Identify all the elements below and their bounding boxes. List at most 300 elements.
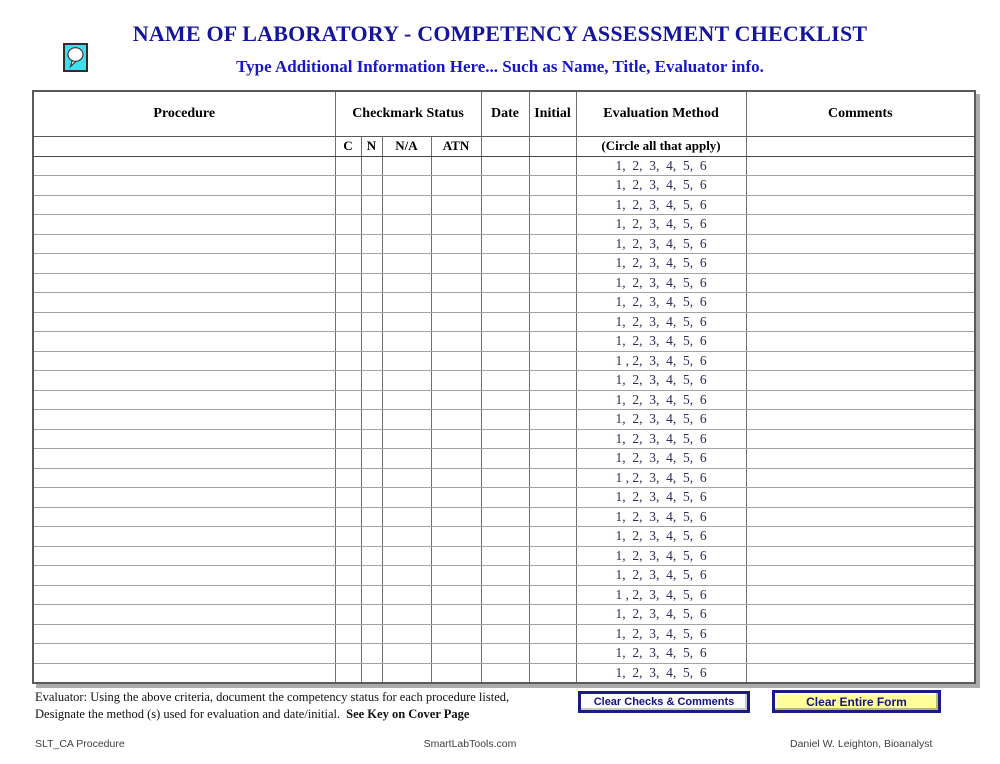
checkmark-na-cell[interactable] [382,371,431,391]
table-row [33,410,975,430]
checkmark-c-cell[interactable] [335,273,361,293]
evaluation-method-cell[interactable]: 1, 2, 3, 4, 5, 6 [576,371,746,391]
checkmark-c-cell[interactable] [335,351,361,371]
evaluation-method-cell[interactable]: 1, 2, 3, 4, 5, 6 [576,488,746,508]
evaluation-method-cell[interactable]: 1, 2, 3, 4, 5, 6 [576,624,746,644]
comments-cell[interactable] [746,624,975,644]
initial-cell[interactable] [529,254,576,274]
checkmark-atn-cell[interactable] [431,605,481,625]
checkmark-na-cell[interactable] [382,312,431,332]
subheader-empty-cell [529,136,576,156]
checkmark-atn-cell[interactable] [431,566,481,586]
subheader-n: N [361,136,382,156]
comments-cell[interactable] [746,644,975,664]
comments-cell[interactable] [746,254,975,274]
checkmark-n-cell[interactable] [361,176,382,196]
checkmark-n-cell[interactable] [361,624,382,644]
evaluation-method-cell[interactable]: 1, 2, 3, 4, 5, 6 [576,390,746,410]
date-cell[interactable] [481,488,529,508]
checkmark-n-cell[interactable] [361,332,382,352]
evaluation-method-cell[interactable]: 1, 2, 3, 4, 5, 6 [576,429,746,449]
initial-cell[interactable] [529,488,576,508]
table-row [33,605,975,625]
checkmark-n-cell[interactable] [361,663,382,683]
header-row-sub [33,136,975,156]
evaluation-method-cell[interactable]: 1 , 2, 3, 4, 5, 6 [576,351,746,371]
table-row [33,449,975,469]
subheader-na: N/A [382,136,431,156]
table-row [33,488,975,508]
competency-checklist-table [32,90,976,684]
checkmark-c-cell[interactable] [335,663,361,683]
evaluation-method-cell[interactable]: 1 , 2, 3, 4, 5, 6 [576,468,746,488]
initial-cell[interactable] [529,351,576,371]
subheader-empty-cell [481,136,529,156]
page-title: NAME OF LABORATORY - COMPETENCY ASSESSMENT CHECKLIST [132,21,868,46]
checkmark-na-cell[interactable] [382,254,431,274]
date-cell[interactable] [481,371,529,391]
comments-cell[interactable] [746,663,975,683]
table-row [33,624,975,644]
checkmark-c-cell[interactable] [335,468,361,488]
checkmark-atn-cell[interactable] [431,507,481,527]
comments-cell[interactable] [746,527,975,547]
checkmark-c-cell[interactable] [335,644,361,664]
checkmark-na-cell[interactable] [382,585,431,605]
checkmark-atn-cell[interactable] [431,195,481,215]
date-cell[interactable] [481,312,529,332]
clear-checks-comments-button[interactable]: Clear Checks & Comments [578,691,750,713]
date-cell[interactable] [481,663,529,683]
footer-site: SmartLabTools.com [423,738,517,750]
evaluation-method-cell[interactable]: 1, 2, 3, 4, 5, 6 [576,176,746,196]
subheader-c: C [335,136,361,156]
checkmark-atn-cell[interactable] [431,644,481,664]
initial-cell[interactable] [529,546,576,566]
procedure-cell[interactable] [33,351,335,371]
checkmark-atn-cell[interactable] [431,254,481,274]
table-row [33,546,975,566]
initial-cell[interactable] [529,644,576,664]
checkmark-n-cell[interactable] [361,566,382,586]
date-cell[interactable] [481,546,529,566]
checkmark-atn-cell[interactable] [431,449,481,469]
date-cell[interactable] [481,156,529,176]
checkmark-n-cell[interactable] [361,644,382,664]
comments-cell[interactable] [746,507,975,527]
checkmark-atn-cell[interactable] [431,663,481,683]
evaluation-method-cell[interactable]: 1, 2, 3, 4, 5, 6 [576,254,746,274]
checkmark-n-cell[interactable] [361,234,382,254]
checkmark-n-cell[interactable] [361,371,382,391]
checkmark-na-cell[interactable] [382,410,431,430]
initial-cell[interactable] [529,585,576,605]
evaluation-method-cell[interactable]: 1, 2, 3, 4, 5, 6 [576,215,746,235]
procedure-cell[interactable] [33,293,335,313]
initial-cell[interactable] [529,215,576,235]
comments-cell[interactable] [746,293,975,313]
table-row [33,176,975,196]
checkmark-na-cell[interactable] [382,273,431,293]
checkmark-n-cell[interactable] [361,273,382,293]
table-row [33,585,975,605]
checkmark-atn-cell[interactable] [431,351,481,371]
table-row [33,507,975,527]
table-row [33,390,975,410]
comments-cell[interactable] [746,195,975,215]
initial-cell[interactable] [529,566,576,586]
date-cell[interactable] [481,293,529,313]
checkmark-atn-cell[interactable] [431,156,481,176]
table-body [33,156,975,683]
comments-cell[interactable] [746,176,975,196]
checkmark-c-cell[interactable] [335,605,361,625]
date-cell[interactable] [481,254,529,274]
date-cell[interactable] [481,195,529,215]
checkmark-atn-cell[interactable] [431,410,481,430]
checkmark-c-cell[interactable] [335,410,361,430]
evaluator-note-line2: Designate the method (s) used for evaluation and date/initial. See Key on Cover Page [35,707,470,721]
checkmark-c-cell[interactable] [335,507,361,527]
procedure-cell[interactable] [33,332,335,352]
checkmark-na-cell[interactable] [382,351,431,371]
comments-cell[interactable] [746,410,975,430]
checkmark-c-cell[interactable] [335,371,361,391]
comments-cell[interactable] [746,390,975,410]
evaluation-method-cell[interactable]: 1, 2, 3, 4, 5, 6 [576,156,746,176]
table-row [33,429,975,449]
checkmark-n-cell[interactable] [361,254,382,274]
checkmark-na-cell[interactable] [382,332,431,352]
procedure-cell[interactable] [33,215,335,235]
comments-cell[interactable] [746,156,975,176]
col-header-initial: Initial [529,91,576,136]
checkmark-c-cell[interactable] [335,156,361,176]
comments-cell[interactable] [746,546,975,566]
checkmark-atn-cell[interactable] [431,527,481,547]
evaluator-note-line1: Evaluator: Using the above criteria, document the competency status for each procedure listed, [35,690,510,704]
checkmark-na-cell[interactable] [382,156,431,176]
date-cell[interactable] [481,234,529,254]
initial-cell[interactable] [529,390,576,410]
evaluation-method-cell[interactable]: 1, 2, 3, 4, 5, 6 [576,234,746,254]
checkmark-n-cell[interactable] [361,156,382,176]
procedure-cell[interactable] [33,624,335,644]
procedure-cell[interactable] [33,156,335,176]
date-cell[interactable] [481,410,529,430]
date-cell[interactable] [481,468,529,488]
procedure-cell[interactable] [33,390,335,410]
checkmark-atn-cell[interactable] [431,176,481,196]
comments-cell[interactable] [746,488,975,508]
date-cell[interactable] [481,176,529,196]
checkmark-na-cell[interactable] [382,176,431,196]
evaluation-method-cell[interactable]: 1 , 2, 3, 4, 5, 6 [576,585,746,605]
comments-cell[interactable] [746,449,975,469]
table-row [33,215,975,235]
checkmark-c-cell[interactable] [335,293,361,313]
table-row [33,371,975,391]
checkmark-na-cell[interactable] [382,644,431,664]
procedure-cell[interactable] [33,527,335,547]
procedure-cell[interactable] [33,410,335,430]
checkmark-n-cell[interactable] [361,546,382,566]
procedure-cell[interactable] [33,644,335,664]
checkmark-na-cell[interactable] [382,663,431,683]
procedure-cell[interactable] [33,468,335,488]
date-cell[interactable] [481,429,529,449]
comments-cell[interactable] [746,566,975,586]
table-row [33,234,975,254]
date-cell[interactable] [481,215,529,235]
additional-info-field[interactable]: Type Additional Information Here... Such as Name, Title, Evaluator info. [236,57,764,76]
comments-cell[interactable] [746,351,975,371]
checkmark-atn-cell[interactable] [431,468,481,488]
checkmark-atn-cell[interactable] [431,371,481,391]
evaluation-method-cell[interactable]: 1, 2, 3, 4, 5, 6 [576,410,746,430]
initial-cell[interactable] [529,527,576,547]
table-row [33,663,975,683]
checkmark-n-cell[interactable] [361,293,382,313]
initial-cell[interactable] [529,468,576,488]
procedure-cell[interactable] [33,663,335,683]
checkmark-c-cell[interactable] [335,546,361,566]
col-header-date: Date [481,91,529,136]
evaluation-method-cell[interactable]: 1, 2, 3, 4, 5, 6 [576,449,746,469]
subheader-empty-cell [33,136,335,156]
comments-cell[interactable] [746,332,975,352]
table-row [33,293,975,313]
checkmark-atn-cell[interactable] [431,312,481,332]
table-row [33,332,975,352]
checkmark-c-cell[interactable] [335,449,361,469]
checkmark-n-cell[interactable] [361,312,382,332]
table-row [33,273,975,293]
checkmark-n-cell[interactable] [361,351,382,371]
checkmark-c-cell[interactable] [335,332,361,352]
checkmark-na-cell[interactable] [382,234,431,254]
initial-cell[interactable] [529,176,576,196]
initial-cell[interactable] [529,156,576,176]
table-row [33,527,975,547]
evaluation-method-cell[interactable]: 1, 2, 3, 4, 5, 6 [576,527,746,547]
checkmark-atn-cell[interactable] [431,488,481,508]
checkmark-c-cell[interactable] [335,527,361,547]
procedure-cell[interactable] [33,546,335,566]
checkmark-c-cell[interactable] [335,215,361,235]
initial-cell[interactable] [529,312,576,332]
comments-cell[interactable] [746,312,975,332]
date-cell[interactable] [481,644,529,664]
checkmark-na-cell[interactable] [382,390,431,410]
col-header-checkmark-status: Checkmark Status [335,91,481,136]
table-row [33,195,975,215]
evaluation-method-cell[interactable]: 1, 2, 3, 4, 5, 6 [576,566,746,586]
checkmark-c-cell[interactable] [335,488,361,508]
checkmark-atn-cell[interactable] [431,273,481,293]
checkmark-n-cell[interactable] [361,390,382,410]
col-header-comments: Comments [746,91,975,136]
checkmark-na-cell[interactable] [382,624,431,644]
checkmark-na-cell[interactable] [382,215,431,235]
initial-cell[interactable] [529,293,576,313]
col-header-evaluation-method: Evaluation Method [576,91,746,136]
comments-cell[interactable] [746,273,975,293]
subheader-circle-note: (Circle all that apply) [576,136,746,156]
comments-cell[interactable] [746,234,975,254]
checkmark-n-cell[interactable] [361,195,382,215]
table-row [33,156,975,176]
table-row [33,254,975,274]
initial-cell[interactable] [529,605,576,625]
evaluation-method-cell[interactable]: 1, 2, 3, 4, 5, 6 [576,605,746,625]
checkmark-c-cell[interactable] [335,390,361,410]
procedure-cell[interactable] [33,605,335,625]
checkmark-n-cell[interactable] [361,215,382,235]
date-cell[interactable] [481,273,529,293]
date-cell[interactable] [481,507,529,527]
checkmark-na-cell[interactable] [382,605,431,625]
subheader-empty-cell [746,136,975,156]
checkmark-na-cell[interactable] [382,566,431,586]
evaluation-method-cell[interactable]: 1, 2, 3, 4, 5, 6 [576,273,746,293]
procedure-cell[interactable] [33,429,335,449]
checkmark-c-cell[interactable] [335,234,361,254]
procedure-cell[interactable] [33,566,335,586]
checkmark-na-cell[interactable] [382,293,431,313]
checkmark-atn-cell[interactable] [431,624,481,644]
checkmark-atn-cell[interactable] [431,390,481,410]
initial-cell[interactable] [529,449,576,469]
procedure-cell[interactable] [33,449,335,469]
initial-cell[interactable] [529,429,576,449]
initial-cell[interactable] [529,332,576,352]
procedure-cell[interactable] [33,195,335,215]
checkmark-c-cell[interactable] [335,176,361,196]
comments-cell[interactable] [746,605,975,625]
date-cell[interactable] [481,351,529,371]
date-cell[interactable] [481,566,529,586]
procedure-cell[interactable] [33,273,335,293]
checkmark-c-cell[interactable] [335,624,361,644]
checkmark-n-cell[interactable] [361,468,382,488]
table-row [33,351,975,371]
initial-cell[interactable] [529,410,576,430]
procedure-cell[interactable] [33,585,335,605]
initial-cell[interactable] [529,273,576,293]
procedure-cell[interactable] [33,234,335,254]
initial-cell[interactable] [529,195,576,215]
procedure-cell[interactable] [33,312,335,332]
comments-cell[interactable] [746,585,975,605]
checkmark-n-cell[interactable] [361,507,382,527]
checkmark-na-cell[interactable] [382,507,431,527]
date-cell[interactable] [481,624,529,644]
initial-cell[interactable] [529,371,576,391]
checkmark-atn-cell[interactable] [431,332,481,352]
evaluation-method-cell[interactable]: 1, 2, 3, 4, 5, 6 [576,293,746,313]
checkmark-atn-cell[interactable] [431,429,481,449]
comments-cell[interactable] [746,215,975,235]
checkmark-n-cell[interactable] [361,605,382,625]
evaluation-method-cell[interactable]: 1, 2, 3, 4, 5, 6 [576,195,746,215]
date-cell[interactable] [481,605,529,625]
subheader-atn: ATN [431,136,481,156]
date-cell[interactable] [481,390,529,410]
table-row [33,644,975,664]
evaluation-method-cell[interactable]: 1, 2, 3, 4, 5, 6 [576,546,746,566]
checkmark-atn-cell[interactable] [431,215,481,235]
header-row-main [33,91,975,136]
checkmark-atn-cell[interactable] [431,234,481,254]
checkmark-n-cell[interactable] [361,429,382,449]
procedure-cell[interactable] [33,176,335,196]
checkmark-na-cell[interactable] [382,195,431,215]
date-cell[interactable] [481,585,529,605]
procedure-cell[interactable] [33,371,335,391]
footer-author: Daniel W. Leighton, Bioanalyst [790,738,933,750]
clear-entire-form-button[interactable]: Clear Entire Form [772,690,941,713]
checkmark-c-cell[interactable] [335,585,361,605]
table-row [33,566,975,586]
evaluation-method-cell[interactable]: 1, 2, 3, 4, 5, 6 [576,644,746,664]
comments-cell[interactable] [746,429,975,449]
comments-cell[interactable] [746,468,975,488]
procedure-cell[interactable] [33,507,335,527]
checkmark-c-cell[interactable] [335,195,361,215]
checkmark-n-cell[interactable] [361,527,382,547]
initial-cell[interactable] [529,663,576,683]
checkmark-n-cell[interactable] [361,488,382,508]
procedure-cell[interactable] [33,254,335,274]
table-row [33,468,975,488]
date-cell[interactable] [481,332,529,352]
checkmark-na-cell[interactable] [382,468,431,488]
checkmark-c-cell[interactable] [335,429,361,449]
checkmark-atn-cell[interactable] [431,546,481,566]
see-key-note: See Key on Cover Page [346,707,470,721]
checkmark-n-cell[interactable] [361,449,382,469]
footer-doc-name: SLT_CA Procedure [35,738,125,750]
col-header-procedure: Procedure [33,91,335,136]
checkmark-c-cell[interactable] [335,566,361,586]
checkmark-na-cell[interactable] [382,546,431,566]
checkmark-n-cell[interactable] [361,585,382,605]
table-row [33,312,975,332]
evaluation-method-cell[interactable]: 1, 2, 3, 4, 5, 6 [576,507,746,527]
checkmark-atn-cell[interactable] [431,293,481,313]
checkmark-n-cell[interactable] [361,410,382,430]
checkmark-c-cell[interactable] [335,254,361,274]
checkmark-atn-cell[interactable] [431,585,481,605]
checkmark-na-cell[interactable] [382,527,431,547]
evaluation-method-cell[interactable]: 1, 2, 3, 4, 5, 6 [576,312,746,332]
initial-cell[interactable] [529,234,576,254]
checkmark-na-cell[interactable] [382,429,431,449]
checkmark-na-cell[interactable] [382,488,431,508]
checkmark-na-cell[interactable] [382,449,431,469]
procedure-cell[interactable] [33,488,335,508]
initial-cell[interactable] [529,624,576,644]
date-cell[interactable] [481,527,529,547]
evaluation-method-cell[interactable]: 1, 2, 3, 4, 5, 6 [576,332,746,352]
checkmark-c-cell[interactable] [335,312,361,332]
initial-cell[interactable] [529,507,576,527]
comments-cell[interactable] [746,371,975,391]
page-footer [0,738,1000,752]
evaluation-method-cell[interactable]: 1, 2, 3, 4, 5, 6 [576,663,746,683]
date-cell[interactable] [481,449,529,469]
